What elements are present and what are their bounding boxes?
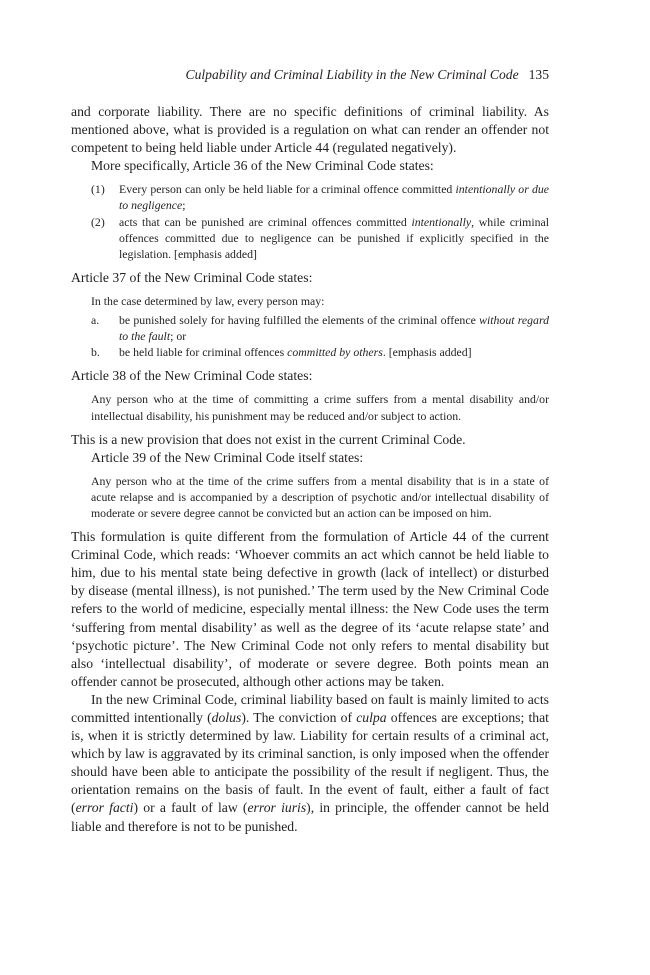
list-item	[91, 214, 549, 262]
paragraph-1: and corporate liability. There are no specific definitions of criminal liability. As mentioned above, what is provided is a regulation on what can render an offender not competent to being held liable under Article 44 (regulated negatively).	[71, 104, 549, 156]
list-item	[91, 344, 549, 360]
list-item	[91, 181, 549, 213]
article-37-quote	[91, 293, 549, 360]
paragraph-8: In the new Criminal Code, criminal liability based on fault is mainly limited to acts committed intentionally (dolus). The conviction of culpa offences are exceptions; that is, when it is strictly determined by law. Liability for certain results of a criminal act, which by law is aggravated by its criminal sanction, is only imposed when the offender should have been able to anticipate the possibility of the result if negligent. Thus, the orientation remains on the basis of fault. In the event of fault, either a fault of fact (error facti) or a fault of law (error iuris), in principle, the offender cannot be held liable and therefore is not to be punished.	[71, 691, 550, 834]
article-39-quote	[91, 473, 549, 521]
list-item	[91, 312, 549, 344]
paragraph-6: Article 39 of the New Criminal Code itself states:	[91, 449, 364, 465]
paragraph-3: Article 37 of the New Criminal Code states:	[71, 269, 313, 285]
list-marker: b.	[91, 345, 100, 360]
paragraph-4: Article 38 of the New Criminal Code states:	[71, 368, 313, 384]
quote-intro: In the case determined by law, every person may:	[91, 293, 325, 308]
running-header	[71, 66, 549, 84]
paragraph-2: More specifically, Article 36 of the New Criminal Code states:	[91, 158, 434, 174]
article-38-quote	[91, 391, 549, 423]
list-marker: (2)	[91, 214, 105, 229]
quote-text: Any person who at the time of the crime suffers from a mental disability that is in a state of acute relapse and is accompanied by a description of psychotic and/or intellectual disability of moderate or severe degree cannot be convicted but an action can be imposed on him.	[91, 473, 549, 520]
quote-text: Any person who at the time of committing a crime suffers from a mental disability and/or intellectual disability, his punishment may be reduced and/or subject to action.	[91, 392, 549, 423]
list-text: be punished solely for having fulfilled the elements of the criminal offence without regard to the fault; or	[119, 313, 550, 344]
book-page	[71, 66, 549, 836]
running-title: Culpability and Criminal Liability in the New Criminal Code	[185, 67, 519, 82]
paragraph-5: This is a new provision that does not exist in the current Criminal Code.	[71, 431, 466, 447]
list-marker: a.	[91, 313, 100, 328]
list-text: Every person can only be held liable for a criminal offence committed intentionally or due to negligence;	[119, 182, 549, 213]
page-number: 135	[528, 67, 549, 82]
paragraph-7: This formulation is quite different from the formulation of Article 44 of the current Criminal Code, which reads: ‘Whoever commits an act which cannot be held liable to him, due to his mental state being defective in growth (lack of intellect) or disturbed by disease (mental illness), is not punished.’ The term used by the New Criminal Code refers to the world of medicine, especially mental illness: the New Code uses the term ‘suffering from mental disability’ as well as the degree of its ‘acute relapse state’ and ‘psychotic picture’. The New Criminal Code not only refers to mental disability but also ‘intellectual disability’, of moderate or severe degree. Both points mean an offender cannot be prosecuted, although other actions may be taken.	[71, 529, 549, 689]
list-marker: (1)	[91, 182, 105, 197]
list-text: acts that can be punished are criminal offences committed intentionally, while criminal offences committed due to negligence can be punished if explicitly specified in the legislation. [emphasis added]	[119, 214, 550, 261]
list-text: be held liable for criminal offences committed by others. [emphasis added]	[119, 345, 472, 360]
article-36-quote	[91, 181, 549, 261]
